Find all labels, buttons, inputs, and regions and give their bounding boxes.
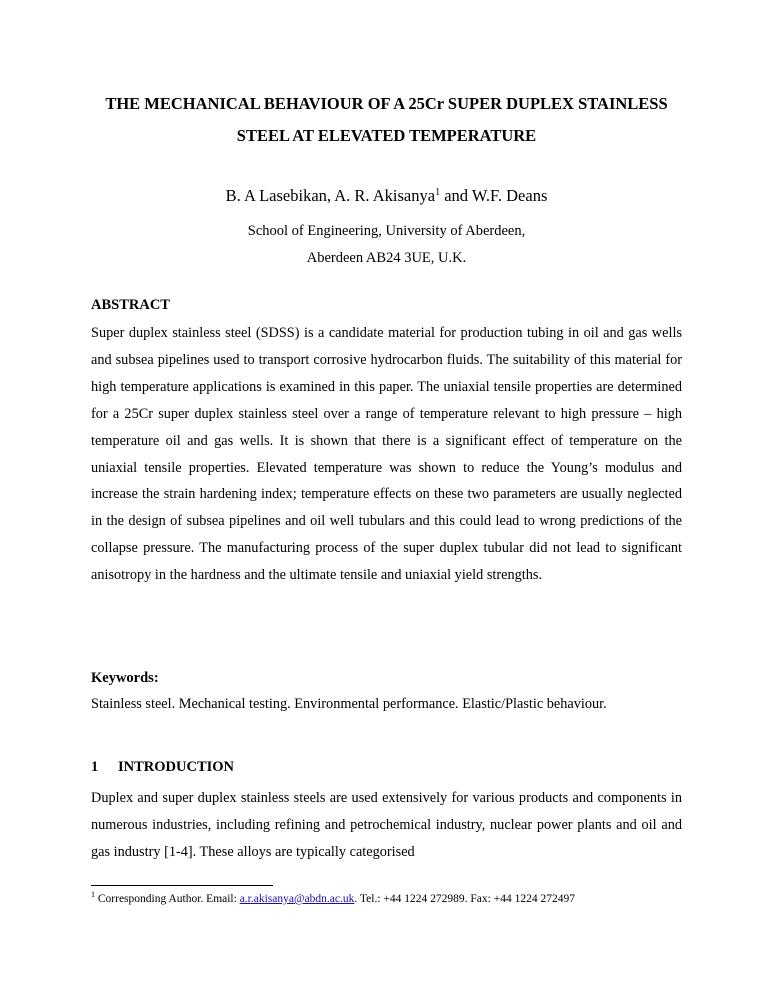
title-line-1: THE MECHANICAL BEHAVIOUR OF A 25Cr SUPER DUPLEX STAINLESS xyxy=(105,94,668,113)
footnote-marker: 1 xyxy=(91,890,95,899)
affiliation xyxy=(0,218,773,272)
abstract-heading: ABSTRACT xyxy=(91,297,170,313)
footnote-divider xyxy=(91,885,273,886)
footnote-contact: . Tel.: +44 1224 272989. Fax: +44 1224 272497 xyxy=(354,893,575,905)
keywords-heading: Keywords: xyxy=(91,670,159,686)
footnote-prefix: Corresponding Author. Email: xyxy=(95,893,240,905)
section-heading-introduction xyxy=(91,759,234,776)
section-number: 1 xyxy=(91,759,99,775)
affiliation-line-1: School of Engineering, University of Aberdeen, xyxy=(247,223,526,239)
introduction-text: Duplex and super duplex stainless steels are used extensively for various products and components in numerous industries, including refining and petrochemical industry, nuclear power plants and oil and gas industry [1-4]. These alloys are typically categorised xyxy=(91,790,682,860)
authors-rest: and W.F. Deans xyxy=(440,186,548,205)
author-email-link[interactable]: a.r.akisanya@abdn.ac.uk xyxy=(239,893,355,905)
author-list xyxy=(0,186,773,206)
section-title: INTRODUCTION xyxy=(118,759,235,775)
affiliation-line-2: Aberdeen AB24 3UE, U.K. xyxy=(306,250,467,266)
keywords-text: Stainless steel. Mechanical testing. Environmental performance. Elastic/Plastic behaviour. xyxy=(91,696,607,712)
footnote xyxy=(91,890,575,905)
paper-title xyxy=(60,88,713,152)
author-footnote-marker[interactable]: 1 xyxy=(435,187,441,198)
abstract-text: Super duplex stainless steel (SDSS) is a candidate material for production tubing in oil and gas wells and subsea pipelines used to transport corrosive hydrocarbon fluids. The suitability of this material for high temperature applications is examined in this paper. The uniaxial tensile properties are determined for a 25Cr super duplex stainless steel over a range of temperature relevant to high pressure – high temperature oil and gas wells. It is shown that there is a significant effect of temperature on the uniaxial tensile properties. Elevated temperature was shown to reduce the Young’s modulus and increase the strain hardening index; temperature effects on these two parameters are usually neglected in the design of subsea pipelines and oil well tubulars and this could lead to wrong predictions of the collapse pressure. The manufacturing process of the super duplex tubular did not lead to significant anisotropy in the hardness and the ultimate tensile and uniaxial yield strengths. xyxy=(91,325,682,584)
title-line-2: STEEL AT ELEVATED TEMPERATURE xyxy=(236,126,537,145)
authors-main: B. A Lasebikan, A. R. Akisanya xyxy=(225,186,436,205)
